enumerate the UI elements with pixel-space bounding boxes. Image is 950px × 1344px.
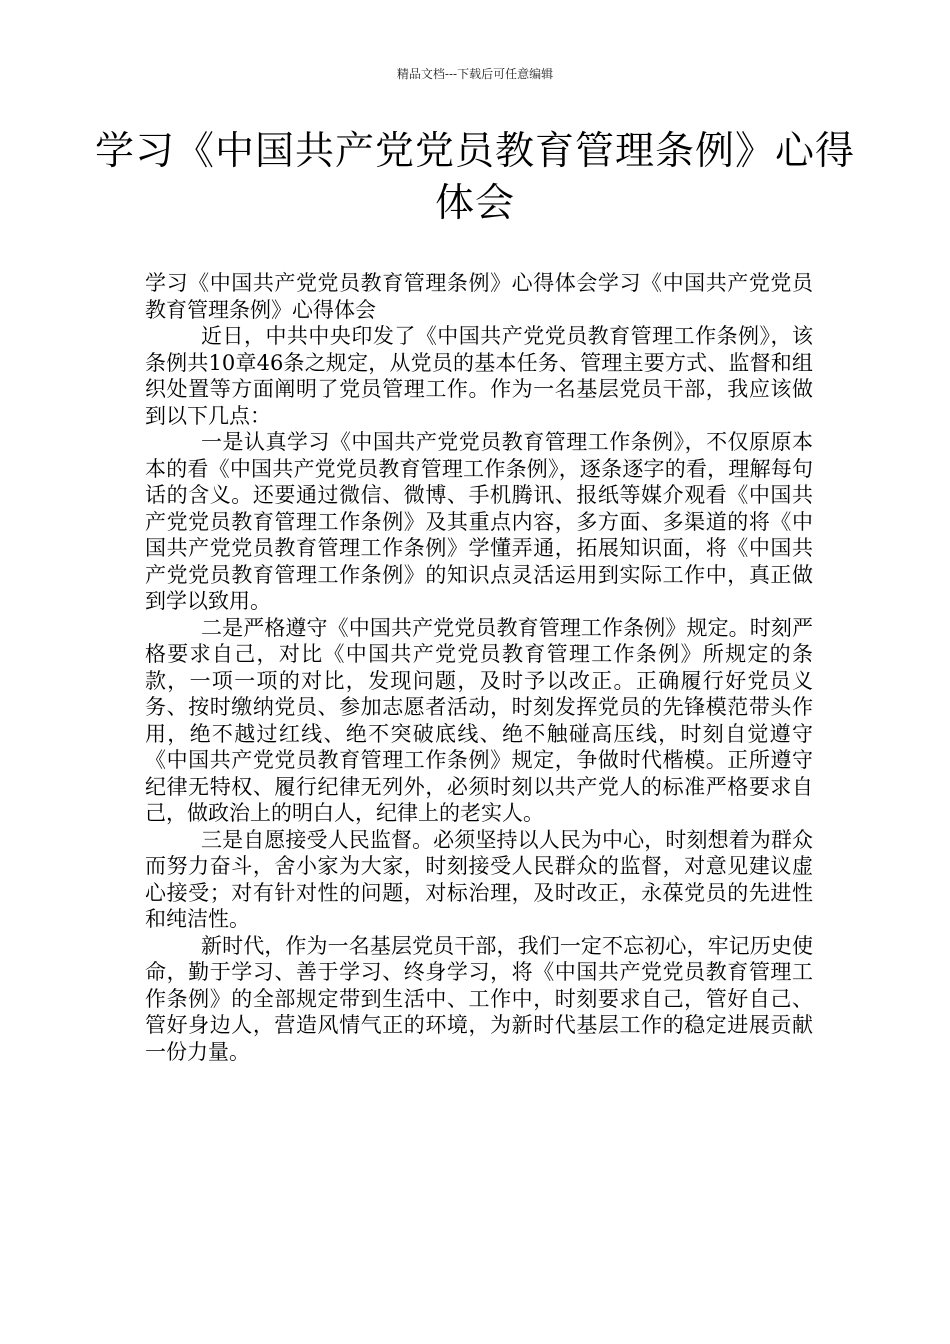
document-body	[145, 270, 813, 1065]
body-paragraph-intro: 学习《中国共产党党员教育管理条例》心得体会学习《中国共产党党员教育管理条例》心得体会	[145, 271, 813, 322]
body-paragraph: 三是自愿接受人民监督。必须坚持以人民为中心，时刻想着为群众而努力奋斗，舍小家为大家，时刻接受人民群众的监督，对意见建议虚心接受；对有针对性的问题，对标治理，及时改正，永葆党员的先进性和纯洁性。	[145, 827, 813, 931]
body-paragraph: 近日，中共中央印发了《中国共产党党员教育管理工作条例》，该条例共10章46条之规定，从党员的基本任务、管理主要方式、监督和组织处置等方面阐明了党员管理工作。作为一名基层党员干部，我应该做到以下几点：	[145, 324, 813, 428]
header-note: 精品文档---下载后可任意编辑	[396, 67, 554, 81]
body-paragraph: 二是严格遵守《中国共产党党员教育管理工作条例》规定。时刻严格要求自己，对比《中国共产党党员教育管理工作条例》所规定的条款，一项一项的对比，发现问题，及时予以改正。正确履行好党员义务、按时缴纳党员、参加志愿者活动，时刻发挥党员的先锋模范带头作用，绝不越过红线、绝不突破底线、绝不触碰高压线，时刻自觉遵守《中国共产党党员教育管理工作条例》规定，争做时代楷模。正所遵守纪律无特权、履行纪律无列外，必须时刻以共产党人的标准严格要求自己，做政治上的明白人，纪律上的老实人。	[145, 615, 813, 825]
body-paragraph: 一是认真学习《中国共产党党员教育管理工作条例》，不仅原原本本的看《中国共产党党员教育管理工作条例》，逐条逐字的看，理解每句话的含义。还要通过微信、微博、手机腾讯、报纸等媒介观看《中国共产党党员教育管理工作条例》及其重点内容，多方面、多渠道的将《中国共产党党员教育管理工作条例》学懂弄通，拓展知识面，将《中国共产党党员教育管理工作条例》的知识点灵活运用到实际工作中，真正做到学以致用。	[145, 430, 813, 613]
document-title: 学习《中国共产党党员教育管理条例》心得体会	[94, 129, 855, 226]
body-paragraph: 新时代，作为一名基层党员干部，我们一定不忘初心，牢记历史使命，勤于学习、善于学习、终身学习，将《中国共产党党员教育管理工作条例》的全部规定带到生活中、工作中，时刻要求自己，管好自己、管好身边人，营造风情气正的环境，为新时代基层工作的稳定进展贡献一份力量。	[145, 933, 813, 1064]
